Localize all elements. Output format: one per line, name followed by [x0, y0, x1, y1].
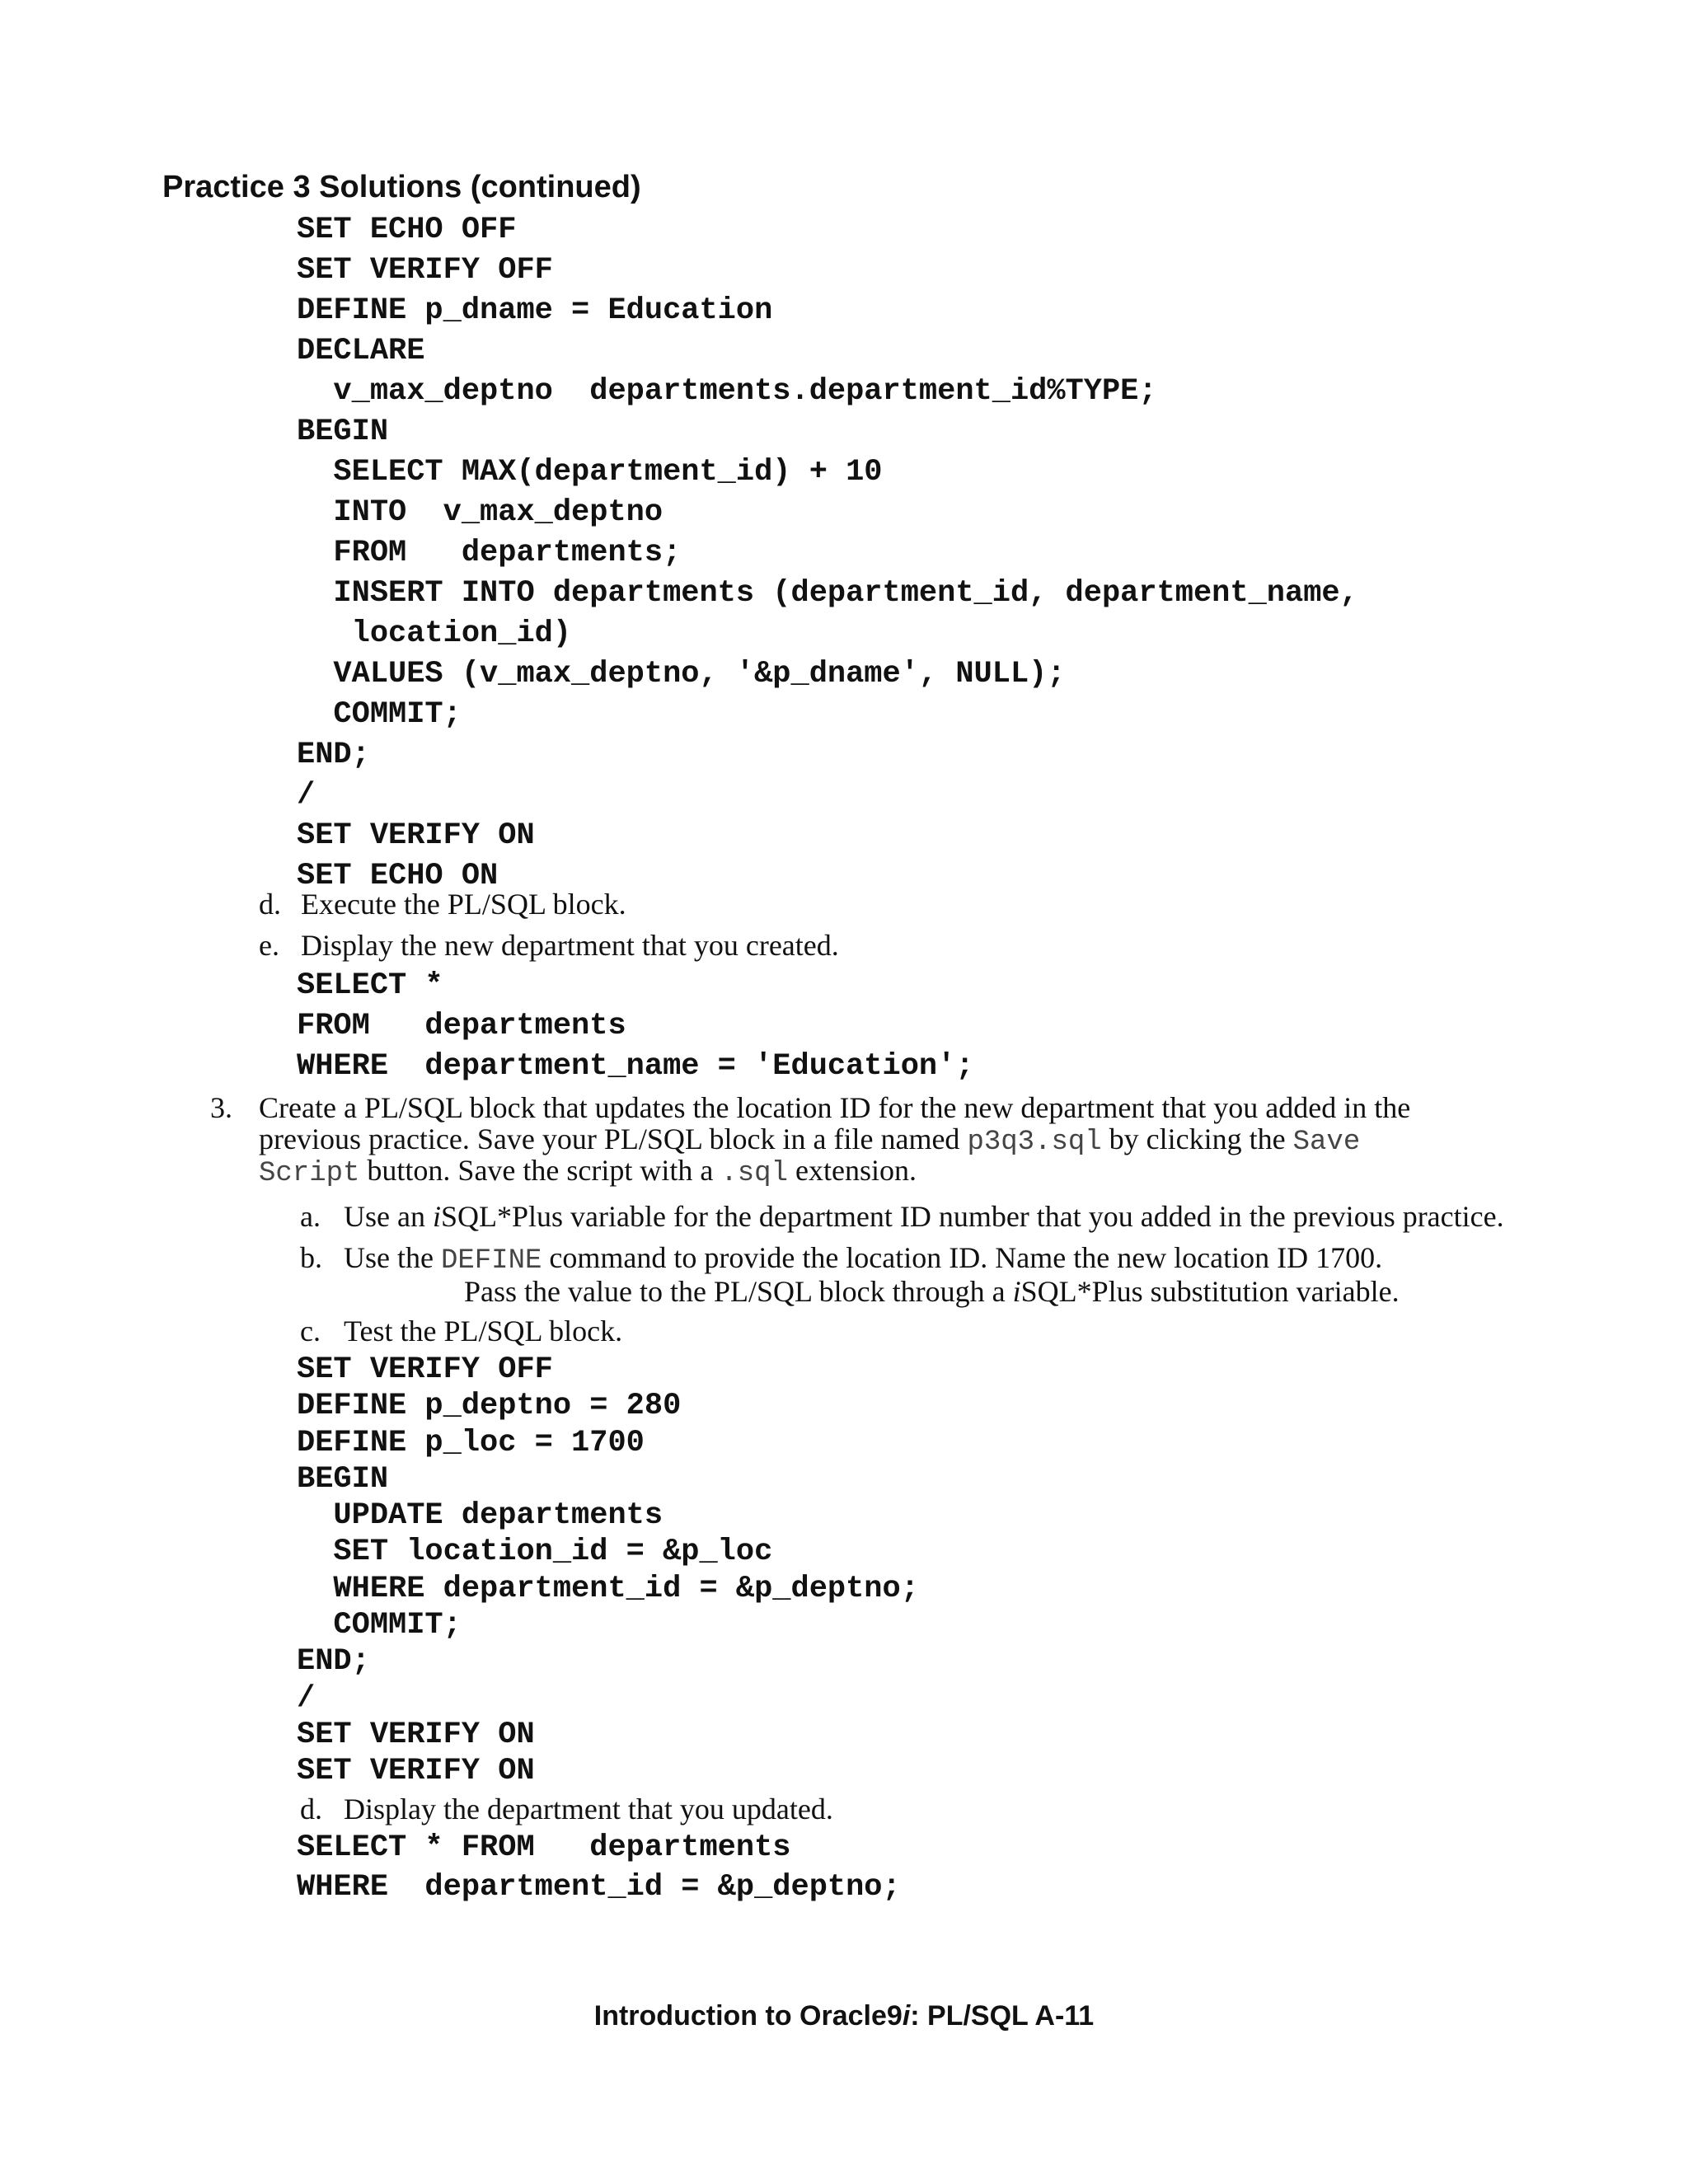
code-line: / [297, 1680, 316, 1716]
filename-code: p3q3.sql [967, 1127, 1102, 1158]
item-text: button. Save the script with a [359, 1154, 721, 1187]
sub-b-line-2 [464, 1274, 1400, 1309]
sub-text: command to provide the location ID. Name the new location ID 1700. [542, 1241, 1383, 1274]
item-3-line-1 [210, 1090, 1410, 1125]
code-line: BEGIN [297, 415, 389, 449]
sub-marker: a. [300, 1200, 321, 1233]
code-line: DEFINE p_dname = Education [297, 293, 773, 328]
item-text: by clicking the [1101, 1122, 1293, 1155]
code-line: SET ECHO OFF [297, 213, 517, 247]
sub-marker: b. [300, 1241, 322, 1274]
item-3-line-3 [259, 1153, 917, 1191]
code-line: BEGIN [297, 1461, 389, 1497]
code-line: INSERT INTO departments (department_id, department_name, [297, 576, 1358, 611]
code-line: INTO v_max_deptno [297, 495, 663, 530]
sub-marker: c. [300, 1315, 321, 1347]
code-line: WHERE department_name = 'Education'; [297, 1049, 974, 1084]
code-line: v_max_deptno departments.department_id%TYPE; [297, 374, 1157, 409]
save-script-code: Script [259, 1158, 360, 1189]
code-line: DECLARE [297, 334, 425, 368]
sub-d [300, 1792, 833, 1826]
sub-text: Use an [344, 1200, 433, 1233]
code-block-update [297, 1352, 919, 1790]
page-heading: Practice 3 Solutions (continued) [162, 170, 641, 204]
item-text: extension. [787, 1154, 917, 1187]
code-line: SET VERIFY ON [297, 1717, 535, 1752]
code-line: / [297, 778, 316, 813]
sub-b-line-1 [300, 1240, 1382, 1278]
sub-text: Use the [344, 1241, 441, 1274]
sub-marker: d. [300, 1793, 322, 1825]
code-line: END; [297, 738, 370, 772]
code-line: COMMIT; [297, 697, 462, 732]
item-text: Create a PL/SQL block that updates the location ID for the new department that you added in the [259, 1091, 1411, 1124]
code-line: SET VERIFY ON [297, 818, 535, 853]
code-line: SELECT * FROM departments [297, 1830, 791, 1865]
code-line: WHERE department_id = &p_deptno; [297, 1870, 901, 1905]
define-code: DEFINE [440, 1245, 542, 1277]
code-line: SET VERIFY ON [297, 1754, 535, 1789]
step-marker: e. [259, 929, 279, 962]
step-e-display [259, 928, 839, 963]
step-d-execute [259, 887, 626, 921]
code-line: SET VERIFY OFF [297, 1352, 553, 1387]
code-line: UPDATE departments [297, 1498, 663, 1534]
code-line: FROM departments; [297, 536, 682, 570]
sub-text: SQL*Plus substitution variable. [1020, 1275, 1400, 1308]
sub-text: Test the PL/SQL block. [344, 1315, 623, 1347]
extension-code: .sql [720, 1158, 788, 1189]
sub-text: SQL*Plus variable for the department ID number that you added in the previous practice. [440, 1200, 1504, 1233]
step-text: Display the new department that you created. [301, 929, 839, 962]
item-text: previous practice. Save your PL/SQL block in a file named [259, 1122, 968, 1155]
sub-text-italic: i [1012, 1275, 1021, 1308]
code-line: DEFINE p_deptno = 280 [297, 1389, 682, 1424]
code-line: COMMIT; [297, 1608, 462, 1643]
step-marker: d. [259, 888, 281, 921]
code-line: SET location_id = &p_loc [297, 1535, 773, 1570]
save-script-code: Save [1292, 1127, 1361, 1158]
footer-text-italic: i [902, 2000, 911, 2032]
sub-text: Display the department that you updated. [344, 1793, 833, 1825]
code-line: location_id) [297, 616, 572, 651]
code-line: DEFINE p_loc = 1700 [297, 1425, 645, 1460]
footer-text: Introduction to Oracle9 [593, 2000, 903, 2032]
sub-a [300, 1199, 1504, 1234]
sub-text-italic: i [432, 1200, 441, 1233]
code-line: WHERE department_id = &p_deptno; [297, 1571, 919, 1606]
page-footer [0, 1999, 1688, 2032]
code-block-declare-insert [297, 210, 1358, 897]
code-line: END; [297, 1644, 370, 1680]
code-block-display-updated [297, 1828, 901, 1907]
code-line: SET ECHO ON [297, 859, 499, 893]
code-line: VALUES (v_max_deptno, '&p_dname', NULL); [297, 657, 1066, 691]
code-line: SELECT * [297, 968, 443, 1003]
step-text: Execute the PL/SQL block. [301, 888, 626, 921]
footer-text: : PL/SQL A-11 [910, 2000, 1095, 2032]
code-line: SELECT MAX(department_id) + 10 [297, 455, 883, 490]
code-line: SET VERIFY OFF [297, 253, 553, 288]
code-line: FROM departments [297, 1009, 626, 1043]
item-marker: 3. [210, 1091, 232, 1124]
sub-c [300, 1314, 622, 1348]
code-block-select-department [297, 966, 974, 1087]
sub-text: Pass the value to the PL/SQL block through a [464, 1275, 1013, 1308]
